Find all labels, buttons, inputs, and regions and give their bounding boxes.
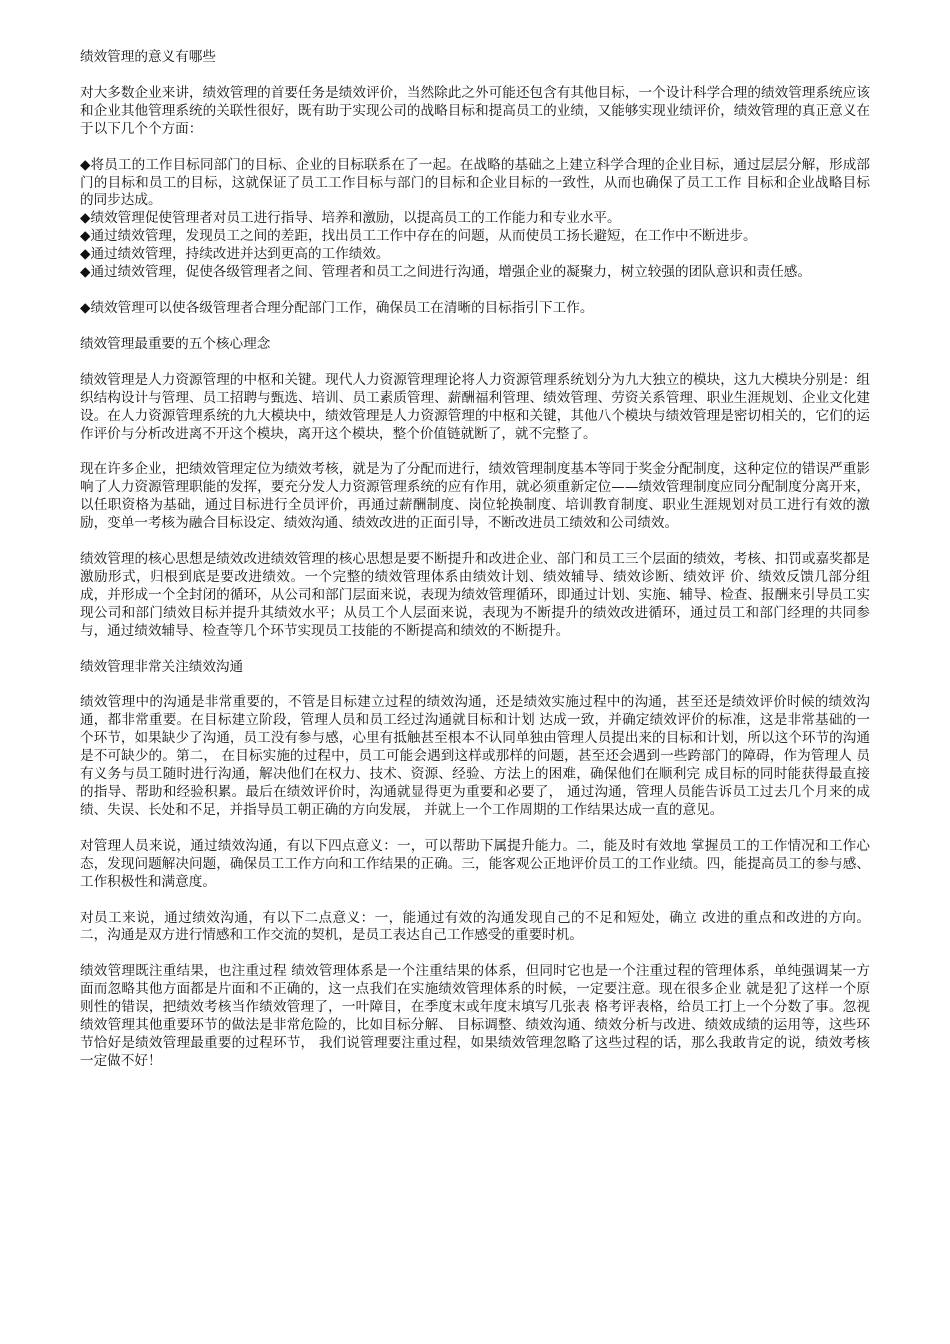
body-paragraph: 绩效管理是人力资源管理的中枢和关键。现代人力资源管理理论将人力资源管理系统划分为九大独立的模块，这九大模块分别是：组织结构设计与管理、员工招聘与甄选、培训、员工素质管理、薪酬福利管理、绩效管理、劳资关系管理、职业生涯规划、企业文化建设。在人力资源管理系统的九大模块中，绩效管理是人力资源管理的中枢和关键，其他八个模块与绩效管理是密切相关的，它们的运作评价与分析改进离不开这个模块，离开这个模块，整个价值链就断了，就不完整了。 bbox=[80, 371, 870, 442]
section-core-concepts bbox=[80, 336, 870, 641]
body-paragraph: 对员工来说，通过绩效沟通，有以下二点意义：一，能通过有效的沟通发现自己的不足和短处，确立 改进的重点和改进的方向。二，沟通是双方进行情感和工作交流的契机，是员工表达自己工作感受的重要时机。 bbox=[80, 909, 870, 944]
bullet-item: ◆绩效管理促使管理者对员工进行指导、培养和激励，以提高员工的工作能力和专业水平。 bbox=[80, 210, 621, 227]
body-paragraph: 绩效管理中的沟通是非常重要的，不管是目标建立过程的绩效沟通，还是绩效实施过程中的沟通，甚至还是绩效评价时候的绩效沟通，都非常重要。在目标建立阶段，管理人员和员工经过沟通就目标和计划 达成一致，并确定绩效评价的标准，这是非常基础的一个环节，如果缺少了沟通，员工没有参与感，心里有抵触甚至根本不认同单独由管理人员提出来的目标和计划，所以这个环节的沟通是不可缺少的。第二， 在目标实施的过程中，员工可能会遇到这样或那样的问题，甚至还会遇到一些跨部门的障碍，作为管理人 员有义务与员工随时进行沟通，解决他们在权力、技术、资源、经验、方法上的困难，确保他们在顺利完 成目标的同时能获得最直接的指导、帮助和经验积累。最后在绩效评价时，沟通就显得更为重要和必要了， 通过沟通，管理人员能告诉员工过去几个月来的成绩、失误、长处和不足，并指导员工朝正确的方向发展， 并就上一个工作周期的工作结果达成一直的意见。 bbox=[80, 694, 870, 818]
bullet-item: ◆将员工的工作目标同部门的目标、企业的目标联系在了一起。在战略的基础之上建立科学合理的企业目标，通过层层分解，形成部门的目标和员工的目标，这就保证了员工工作目标与部门的目标和企业目标的一致性，从而也确保了员工工作 目标和企业战略目标的同步达成。 bbox=[80, 156, 870, 209]
body-paragraph: 绩效管理的核心思想是绩效改进绩效管理的核心思想是要不断提升和改进企业、部门和员工三个层面的绩效，考核、扣罚或嘉奖都是激励形式，归根到底是要改进绩效。一个完整的绩效管理体系由绩效计划、绩效辅导、绩效诊断、绩效评 价、绩效反馈几部分组成，并形成一个全封闭的循环，从公司和部门层面来说，表现为绩效管理循环，即通过计划、实施、辅导、检查、报酬来引导员工实现公司和部门绩效目标并提升其绩效水平；从员工个人层面来说，表现为不断提升的绩效改进循环，通过员工和部门经理的共同参与，通过绩效辅导、检查等几个环节实现员工技能的不断提高和绩效的不断提升。 bbox=[80, 551, 870, 639]
body-paragraph: 对管理人员来说，通过绩效沟通，有以下四点意义：一，可以帮助下属提升能力。二，能及时有效地 掌握员工的工作情况和工作心态，发现问题解决问题，确保员工工作方向和工作结果的正确。三，能客观公正地评价员工的工作业绩。四，能提高员工的参与感、工作积极性和满意度。 bbox=[80, 837, 870, 890]
section-communication bbox=[80, 659, 870, 1071]
body-paragraph: 绩效管理既注重结果，也注重过程 绩效管理体系是一个注重结果的体系，但同时它也是一个注重过程的管理体系，单纯强调某一方面而忽略其他方面都是片面和不正确的，这一点我们在实施绩效管理体系的时候，一定要注意。现在很多企业 就是犯了这样一个原则性的错误，把绩效考核当作绩效管理了，一叶障目，在季度末或年度末填写几张表 格考评表格，给员工打上一个分数了事。忽视绩效管理其他重要环节的做法是非常危险的，比如目标分解、 目标调整、绩效沟通、绩效分析与改进、绩效成绩的运用等，这些环节恰好是绩效管理最重要的过程环节， 我们说管理要注重过程，如果绩效管理忽略了这些过程的话，那么我敢肯定的说，绩效考核一定做不好！ bbox=[80, 963, 870, 1069]
bullet-item: ◆绩效管理可以使各级管理者合理分配部门工作，确保员工在清晰的目标指引下工作。 bbox=[80, 299, 594, 316]
section-heading: 绩效管理的意义有哪些 bbox=[80, 49, 216, 65]
intro-paragraph: 对大多数企业来讲，绩效管理的首要任务是绩效评价，当然除此之外可能还包含有其他目标，一个设计科学合理的绩效管理系统应该和企业其他管理系统的关联性很好，既有助于实现公司的战略目标和提高员工的业绩，又能够实现业绩评价，绩效管理的真正意义在于以下几个个方面： bbox=[80, 84, 870, 137]
body-paragraph: 现在许多企业，把绩效管理定位为绩效考核，就是为了分配而进行，绩效管理制度基本等同于奖金分配制度，这种定位的错误严重影响了人力资源管理职能的发挥，要充分发人力资源管理系统的应有作用，就必须重新定位——绩效管理制度应同分配制度分离开来，以任职资格为基础，通过目标进行全员评价，再通过薪酬制度、岗位轮换制度、培训教育制度、职业生涯规划对员工进行有效的激励，变单一考核为融合目标设定、绩效沟通、绩效改进的正面引导，不断改进员工绩效和公司绩效。 bbox=[80, 461, 870, 532]
bullet-item: ◆通过绩效管理，发现员工之间的差距，找出员工工作中存在的问题，从而使员工扬长避短，在工作中不断进步。 bbox=[80, 228, 757, 245]
section-meaning bbox=[80, 49, 870, 318]
document-page bbox=[80, 49, 870, 1071]
section-heading: 绩效管理最重要的五个核心理念 bbox=[80, 335, 271, 352]
bullet-list bbox=[80, 157, 870, 282]
bullet-item: ◆通过绩效管理，持续改进并达到更高的工作绩效。 bbox=[80, 246, 390, 263]
section-heading: 绩效管理非常关注绩效沟通 bbox=[80, 658, 244, 675]
bullet-item: ◆通过绩效管理，促使各级管理者之间、管理者和员工之间进行沟通，增强企业的凝聚力，树立较强的团队意识和责任感。 bbox=[80, 264, 811, 281]
